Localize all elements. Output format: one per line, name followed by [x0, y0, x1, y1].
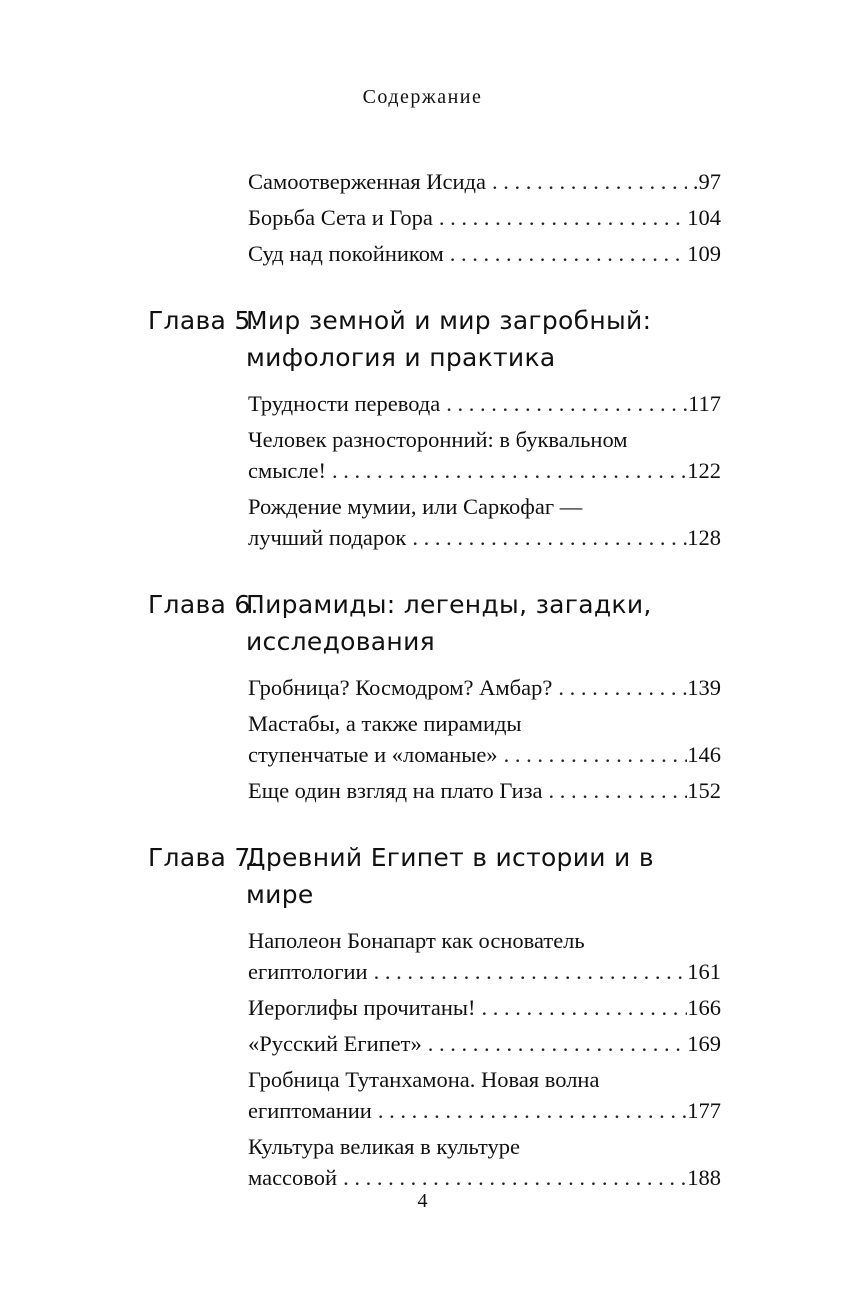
section-spacer	[148, 558, 723, 586]
toc-entry-last-line	[248, 1028, 721, 1059]
dot-leader	[406, 522, 687, 553]
toc-entry-title-line: Гробница Тутанхамона. Новая волна	[248, 1067, 600, 1092]
toc-entry-page: 104	[687, 205, 721, 230]
toc-entry[interactable]	[248, 992, 721, 1023]
dot-leader	[326, 455, 687, 486]
toc-entry-title: «Русский Египет»	[248, 1031, 422, 1056]
chapter-number: Глава 5.	[148, 306, 259, 335]
chapter-entries	[248, 388, 721, 553]
toc-entry-page: 139	[687, 675, 721, 700]
toc-entry-title: смысле!	[248, 458, 327, 483]
dot-leader	[444, 238, 687, 269]
toc-entry-title: Еще один взгляд на плато Гиза	[248, 778, 543, 803]
dot-leader	[422, 1028, 687, 1059]
toc-entry[interactable]	[248, 388, 721, 419]
toc-entry-last-line	[248, 166, 721, 197]
toc-entry[interactable]	[248, 1131, 721, 1193]
toc-entry-title-line: Человек разносторонний: в буквальном	[248, 427, 628, 452]
toc-entry-title: египтомании	[248, 1098, 372, 1123]
chapter-entries	[248, 672, 721, 806]
toc-entry-last-line	[248, 739, 721, 770]
toc-entry-last-line	[248, 956, 721, 987]
chapter-heading	[148, 839, 723, 913]
toc-entry-page: 117	[688, 391, 721, 416]
chapter-heading	[148, 586, 723, 660]
toc-entry-title-line: Мастабы, а также пирамиды	[248, 711, 522, 736]
section-spacer	[148, 274, 723, 302]
toc-entry-page: 109	[687, 241, 721, 266]
toc-entry-page: 188	[687, 1165, 721, 1190]
toc-entry-page: 169	[687, 1031, 721, 1056]
toc-entry[interactable]	[248, 491, 721, 553]
dot-leader	[498, 739, 687, 770]
toc-entry-title: ступенчатые и «ломаные»	[248, 742, 498, 767]
toc-entry-title: Трудности перевода	[248, 391, 441, 416]
toc-entry-title: Борьба Сета и Гора	[248, 205, 433, 230]
toc-entry-last-line	[248, 202, 721, 233]
toc-entry-page: .97	[692, 169, 721, 194]
dot-leader	[433, 202, 687, 233]
toc-entry-last-line	[248, 455, 721, 486]
toc-entry-last-line	[248, 388, 721, 419]
toc-entry[interactable]	[248, 424, 721, 486]
toc-entry-last-line	[248, 522, 721, 553]
chapter-heading	[148, 302, 723, 376]
toc-entry[interactable]	[248, 166, 721, 197]
toc-entry-last-line	[248, 672, 721, 703]
toc-entry-last-line	[248, 1162, 721, 1193]
toc-entry-page: 177	[687, 1098, 721, 1123]
toc-entry[interactable]	[248, 1064, 721, 1126]
chapter-entries	[248, 925, 721, 1193]
toc-entry-title: Суд над покойником	[248, 241, 444, 266]
toc-chapters	[148, 274, 723, 1193]
toc-entry[interactable]	[248, 775, 721, 806]
toc-entry[interactable]	[248, 238, 721, 269]
chapter-number: Глава 7.	[148, 843, 259, 872]
toc-entry-title-line: Рождение мумии, или Саркофаг —	[248, 494, 583, 519]
toc-entry-page: 161	[687, 959, 721, 984]
toc-entry-title: египтологии	[248, 959, 368, 984]
toc-entry-page: 128	[687, 525, 721, 550]
toc-entry-page: 122	[687, 458, 721, 483]
chapter-number: Глава 6.	[148, 590, 259, 619]
toc-entry-last-line	[248, 238, 721, 269]
running-head: Содержание	[362, 86, 483, 108]
toc-entry[interactable]	[248, 672, 721, 703]
toc-entry[interactable]	[248, 1028, 721, 1059]
section-spacer	[148, 811, 723, 839]
toc-entry-title: Самоотверженная Исида	[248, 169, 486, 194]
toc-entry-page: 152	[687, 778, 721, 803]
dot-leader	[543, 775, 688, 806]
chapter-title: Древний Египет в истории и в мире	[246, 843, 654, 909]
chapter-title: Пирамиды: легенды, загадки, исследования	[246, 590, 652, 656]
toc-entry-last-line	[248, 775, 721, 806]
chapter-title: Мир земной и мир загробный: мифология и практика	[246, 306, 652, 372]
toc-entry-last-line	[248, 1095, 721, 1126]
toc-entry[interactable]	[248, 925, 721, 987]
toc-entry-title: Иероглифы прочитаны!	[248, 995, 476, 1020]
toc-entry-title-line: Культура великая в культуре	[248, 1134, 520, 1159]
toc-entry-title-line: Наполеон Бонапарт как основатель	[248, 928, 585, 953]
toc-entries-continued	[248, 166, 721, 269]
dot-leader	[368, 956, 687, 987]
toc-entry-title: Гробница? Космодром? Амбар?	[248, 675, 553, 700]
page-number: 4	[417, 1190, 428, 1212]
dot-leader	[372, 1095, 687, 1126]
dot-leader	[475, 992, 687, 1023]
toc-entry-title: массовой	[248, 1165, 338, 1190]
table-of-contents	[148, 166, 723, 1198]
dot-leader	[337, 1162, 687, 1193]
toc-entry-title: лучший подарок	[248, 525, 407, 550]
toc-entry[interactable]	[248, 202, 721, 233]
dot-leader	[486, 166, 687, 197]
dot-leader	[552, 672, 687, 703]
toc-entry-last-line	[248, 992, 721, 1023]
toc-entry-page: 146	[687, 742, 721, 767]
dot-leader	[440, 388, 687, 419]
toc-entry-page: 166	[687, 995, 721, 1020]
toc-entry[interactable]	[248, 708, 721, 770]
